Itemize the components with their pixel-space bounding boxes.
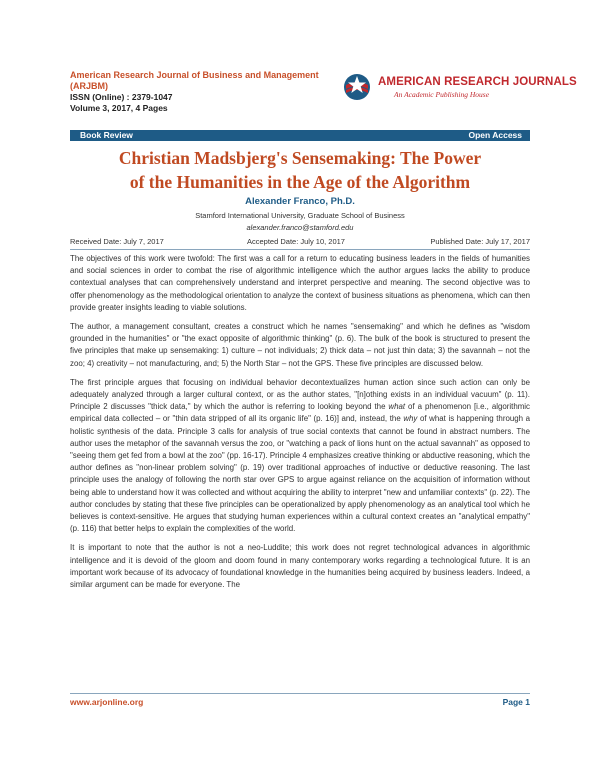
open-access-label: Open Access [468,130,522,140]
accepted-date: Accepted Date: July 10, 2017 [247,237,345,246]
article-type-label: Book Review [80,130,133,140]
volume-line: Volume 3, 2017, 4 Pages [70,103,168,113]
published-date: Published Date: July 17, 2017 [430,237,530,246]
logo-subtitle: An Academic Publishing House [394,90,490,99]
journal-header [70,70,577,122]
dates-row [70,237,530,250]
author-name: Alexander Franco, Ph.D. [245,196,355,207]
emphasis-what: what [388,402,406,412]
paragraph-4: It is important to note that the author is not a neo-Luddite; this work does not regret technological advances in algorithmic intelligence and it is devoid of the gloom and doom found in many contemporary works regarding a technological future. It is an important work because of its advocacy of foundational knowledge in the humanities being acquired by business leaders. Indeed, a similar argument can be made for everyone. The [70,543,530,590]
page-number: Page 1 [502,697,530,707]
footer-website-link[interactable]: www.arjonline.org [70,697,144,707]
article-body [70,253,530,598]
page-footer [70,693,530,708]
received-date: Received Date: July 7, 2017 [70,237,164,246]
article-type-bar [70,130,530,141]
publisher-logo [342,70,577,104]
emphasis-why: why [403,414,418,424]
author-email[interactable]: alexander.franco@stamford.edu [246,223,354,232]
star-emblem-icon [342,72,372,102]
logo-title: AMERICAN RESEARCH JOURNALS [378,76,577,88]
paragraph-2: The author, a management consultant, creates a construct which he names "sensemaking" and which he defines as "wisdom grounded in the humanities" or "the exact opposite of algorithmic thinking" (p. 6). The bulk of the book is structured to present the five principles that make up sensemaking: 1) culture – not individuals; 2) thick data – not just thin data; 3) the savannah – not the zoo; 4) creativity – not manufacturing, and; 5) the North Star – not the GPS. These five principles are discussed below. [70,322,530,368]
article-title [70,146,530,194]
title-line-1: Christian Madsbjerg's Sensemaking: The Power [118,148,482,168]
paragraph-3 [70,377,530,536]
paragraph-3-part-b: of a phenomenon [i.e., algorithmic empirical data collected – or "thin data stripped of all its organic life" (p. 16)] and, instead, the [70,402,530,424]
journal-name: American Research Journal of Business and Management (ARJBM) [70,70,319,91]
paragraph-3-part-a: The first principle argues that focusing on individual behavior decontextualizes human action since such action can only be adequately analyzed through a larger cultural context, or as the author states, "[n]othing exists in an individual vacuum" (p. 11). Principle 2 discusses "thick data," by which the author is referring to looking beyond the [70,377,530,412]
title-line-2: of the Humanities in the Age of the Algorithm [129,172,471,192]
issn-line: ISSN (Online) : 2379-1047 [70,92,173,102]
paragraph-1: The objectives of this work were twofold: The first was a call for a return to educating business leaders in the fields of humanities and social sciences in order to combat the rise of algorithmic intelligence which the author argues lacks the ability to produce contextual analyses that can comprehensively understand and interpret perspective and meaning. The second objective was to offer phenomenology as the methodological orientation to analyze the context of business situations as phenomena, which can then provide greater insights leading to viable solutions. [70,254,531,312]
author-affiliation: Stamford International University, Graduate School of Business [195,211,405,220]
paragraph-3-part-c: of what is happening through a holistic synthesis of the data. Principle 3 calls for analysis of true social contexts that cannot be found in abstract numbers. The author uses the metaphor of the savannah versus the zoo, or "watching a pack of lions hunt on the actual savannah" as opposed to "seeing them get fed from a bowl at the zoo" (pp. 16-17). Principle 4 emphasizes creative thinking or abductive reasoning, which the author defines as "non-linear problem solving" (p. 19) over traditional approaches of inductive or deductive reasoning. The last principle uses the analogy of following the north star over GPS to argue against reliance on the acquisition of information without being able to understand how it was collected and without acquiring the ability to interpret "new and unfamiliar contexts" (p. 22). The author concludes by stating that these five principles can be operationalized by apply phenomenology as an analytical tool which he believes is context-sensitive. He argues that studying human experiences within a cultural context creates an "analytical empathy" (p. 116) that better helps to explain the complexities of the world. [70,414,531,534]
